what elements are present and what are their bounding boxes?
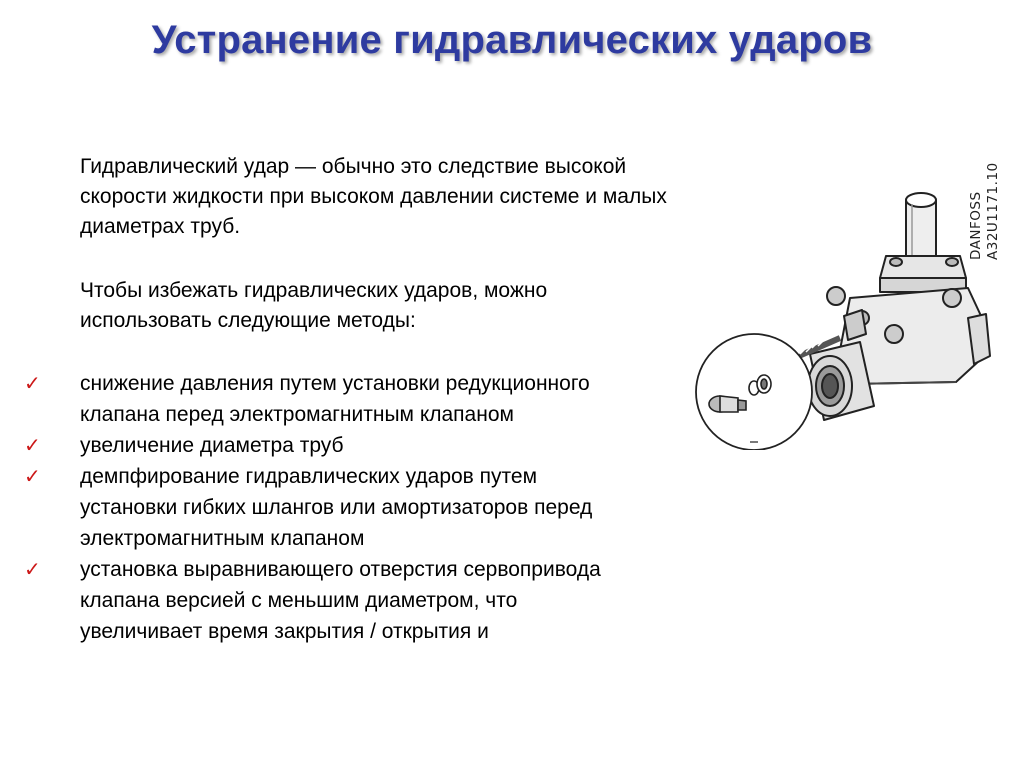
valve-drawing: [690, 138, 1010, 450]
drawing-code-text: [968, 162, 1002, 260]
checkmark-icon: ✓: [24, 433, 41, 457]
list-item-line: клапана перед электромагнитным клапаном: [80, 403, 514, 426]
list-item-line: установка выравнивающего отверстия сервопривода: [80, 558, 601, 581]
list-item-line: демпфирование гидравлических ударов путем: [80, 465, 538, 488]
slide-title: Устранение гидравлических ударов: [151, 18, 873, 62]
list-item-line: электромагнитным клапаном: [80, 527, 365, 550]
list-item-line: увеличение диаметра труб: [80, 434, 344, 457]
list-item: [0, 430, 720, 461]
list-item-line: снижение давления путем установки редукционного: [80, 372, 590, 395]
lead-paragraph: Чтобы избежать гидравлических ударов, можно использовать следующие методы:: [80, 279, 548, 332]
list-item: [0, 554, 720, 647]
checkmark-icon: ✓: [24, 557, 41, 581]
list-item: [0, 368, 720, 430]
brand-label: DANFOSS: [968, 191, 984, 260]
solenoid-valve-illustration: [690, 138, 1010, 450]
intro-paragraph: Гидравлический удар — обычно это следствие высокой скорости жидкости при высоком давлении системе и малых диаметрах труб.: [80, 155, 667, 238]
code-label: A32U1171.10: [985, 162, 1001, 260]
drawing-code-label: [968, 142, 1001, 262]
list-item-line: клапана версией с меньшим диаметром, что: [80, 589, 518, 612]
checkmark-icon: ✓: [24, 464, 41, 488]
methods-list: [0, 368, 720, 647]
list-item-line: увеличивает время закрытия / открытия и: [80, 620, 489, 643]
list-item-line: установки гибких шлангов или амортизаторов перед: [80, 496, 593, 519]
list-item: [0, 461, 720, 554]
checkmark-icon: ✓: [24, 371, 41, 395]
